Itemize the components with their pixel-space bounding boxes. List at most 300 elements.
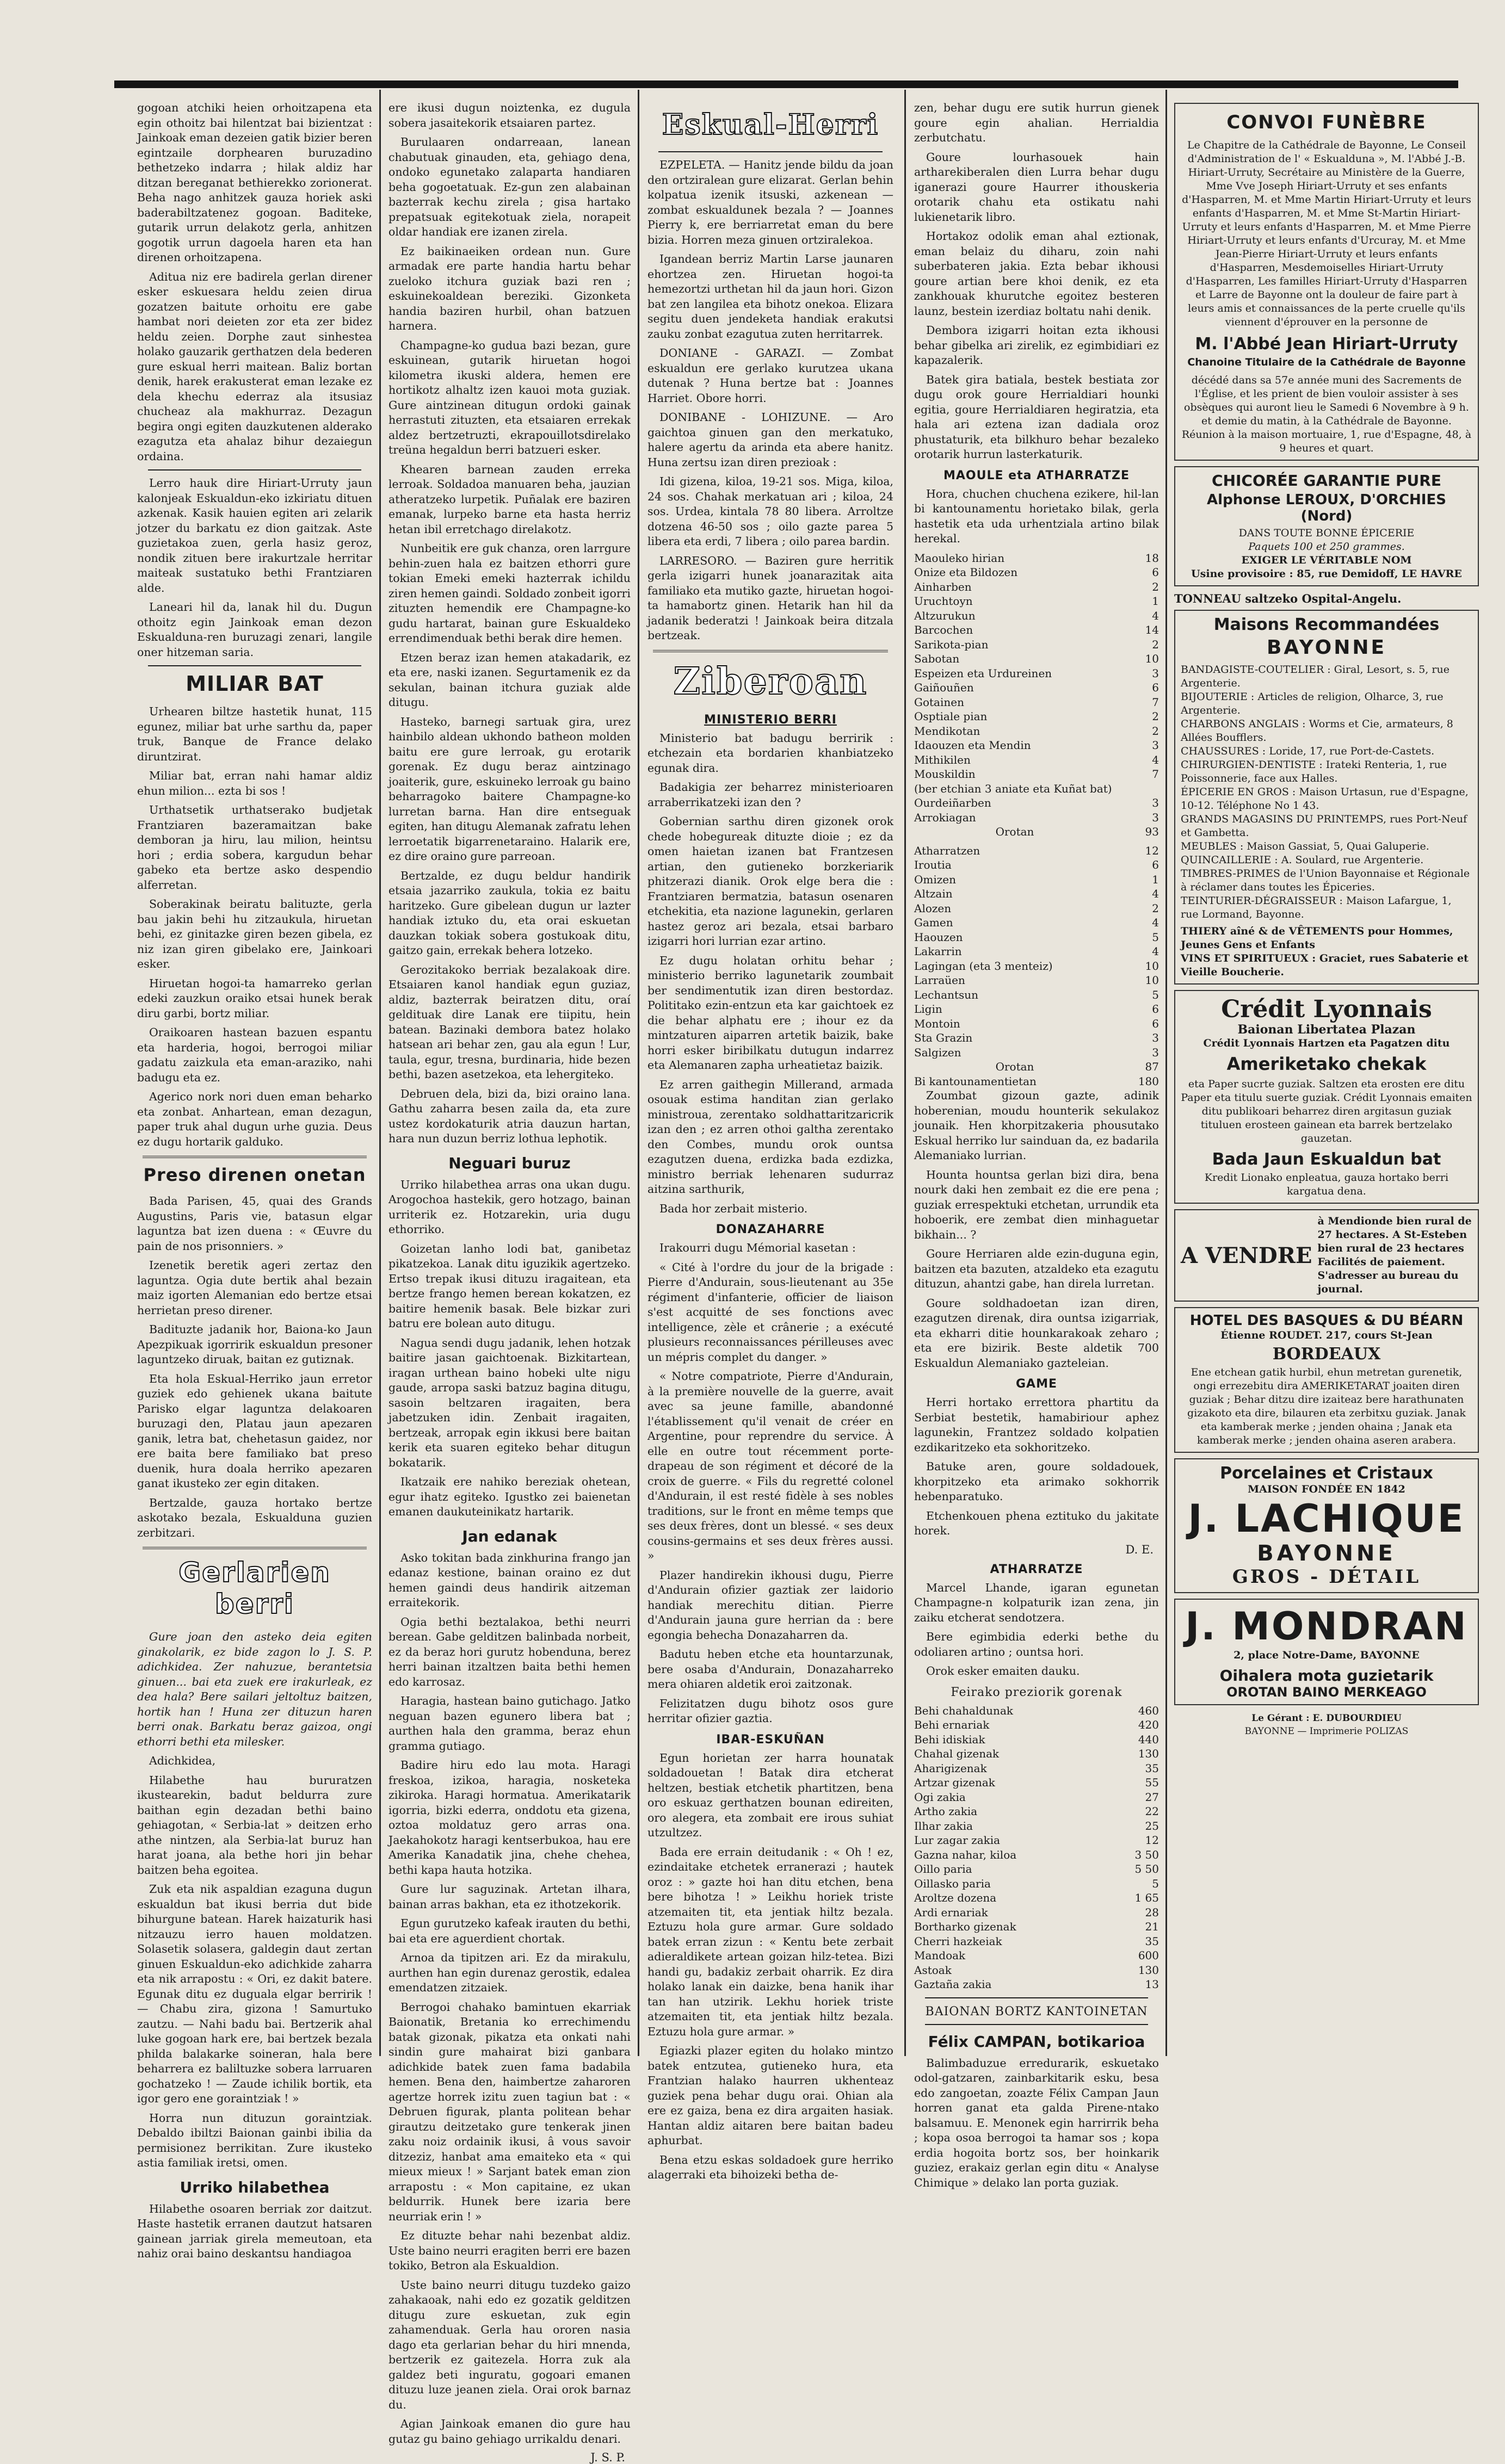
row-value: 3 bbox=[1152, 739, 1159, 752]
article-paragraph: Bere egimbidia ederki bethe du odoliaren artino ; ountsa hori. bbox=[914, 1630, 1159, 1658]
table-row bbox=[914, 753, 1159, 767]
table-row bbox=[914, 1732, 1159, 1747]
table-row bbox=[914, 959, 1159, 974]
row-label: Gaiñouñen bbox=[914, 681, 974, 694]
subhead-ibar-eskunan: IBAR-ESKUÑAN bbox=[716, 1732, 825, 1747]
row-label: Behi ernariak bbox=[914, 1718, 990, 1731]
table-row bbox=[914, 844, 1159, 858]
article-paragraph: Laneari hil da, lanak hil du. Dugun othoitz egin Jainkoak eman dezon Eskualduna-ren buruzagi zenari, langile oner hitzeman saria. bbox=[137, 600, 372, 659]
ad-title: Crédit Lyonnais bbox=[1221, 995, 1432, 1023]
row-label: Arrokiagan bbox=[914, 810, 976, 824]
row-label: Osptiale pian bbox=[914, 710, 988, 723]
table-row bbox=[914, 565, 1159, 580]
article-paragraph: Urthatsetik urthatserako budjetak Frantziaren bazeramaitzan bake demboran ja hiru, lau milion, heintsu hori ; erdia sobera, kargudun behar gabeko eta bertze asko despendio alferretan. bbox=[137, 803, 372, 892]
table-row bbox=[914, 944, 1159, 959]
ad-hotel bbox=[1174, 1307, 1479, 1453]
market-price-table bbox=[914, 1704, 1159, 1992]
top-rule bbox=[114, 81, 1458, 88]
table-row bbox=[914, 767, 1159, 782]
table-row bbox=[914, 1877, 1159, 1891]
article-paragraph: Bertzalde, ez dugu beldur handirik etsaia jazarriko zaukula, tokia ez baitu haritzeko. Gure gibelean dugun ur lazter handiak iztuko du, eta orai eskuetan dauzkan tokiak sobera gostukoak ditu, gaitzo gain, errekak behera lotzeko. bbox=[388, 869, 631, 957]
ad-text: Paquets 100 et 250 grammes. bbox=[1248, 541, 1405, 553]
total-label: Bi kantounamentietan bbox=[914, 1074, 1037, 1088]
row-value: 2 bbox=[1152, 901, 1159, 915]
ad-mondran bbox=[1174, 1599, 1479, 1705]
ad-city: BORDEAUX bbox=[1272, 1345, 1381, 1364]
subhead-game: GAME bbox=[1015, 1377, 1057, 1391]
table-row bbox=[914, 1948, 1159, 1963]
maison-entry: GRANDS MAGASINS DU PRINTEMPS, rues Port-Neuf et Gambetta. bbox=[1181, 813, 1467, 839]
table-row bbox=[914, 973, 1159, 988]
row-label: Cherri hazkeiak bbox=[914, 1934, 1002, 1948]
ad-sub: GROS - DÉTAIL bbox=[1232, 1566, 1421, 1588]
row-value: 10 bbox=[1145, 652, 1159, 665]
article-paragraph: Orok esker emaiten dauku. bbox=[926, 1664, 1080, 1677]
row-label: Sabotan bbox=[914, 652, 960, 665]
maison-entry: ÉPICERIE EN GROS : Maison Urtasun, rue d'Espagne, 10-12. Téléphone No 1 43. bbox=[1181, 786, 1469, 812]
table-row bbox=[914, 652, 1159, 666]
table-row bbox=[914, 930, 1159, 945]
row-value: 2 bbox=[1152, 724, 1159, 738]
article-paragraph: Felizitatzen dugu bihotz osos gure herritar ofizier gaztia. bbox=[647, 1697, 893, 1725]
article-paragraph: Agerico nork nori duen eman beharko eta zonbat. Anhartean, eman dezagun, paper truk ahal dugun urhe guzia. Deus ez dugu hortarik galduko. bbox=[137, 1090, 372, 1148]
article-paragraph: Egun horietan zer harra hounatak soldadouetan ! Batak dira etcherat heltzen, bestiak etchetik phartitzen, bena oro eskuaz gerthatzen bounan edireiten, oro alegera, eta zombait ere irous suhiat utzultzez. bbox=[647, 1751, 893, 1839]
ad-city: BAYONNE bbox=[1257, 1541, 1396, 1566]
casualty-total bbox=[914, 825, 1159, 839]
row-label: Gamen bbox=[914, 916, 953, 929]
row-value: 600 bbox=[1138, 1949, 1159, 1962]
maison-entry: BIJOUTERIE : Articles de religion, Olharce, 3, rue Argenterie. bbox=[1181, 691, 1444, 716]
table-row bbox=[914, 1862, 1159, 1877]
column-divider bbox=[904, 90, 906, 2056]
row-label: Altzurukun bbox=[914, 609, 976, 622]
table-row bbox=[914, 724, 1159, 739]
maisons-list bbox=[1181, 663, 1472, 921]
ad-sub: MAISON FONDÉE EN 1842 bbox=[1248, 1483, 1405, 1495]
separator bbox=[143, 1156, 367, 1158]
ad-a-vendre bbox=[1174, 1209, 1479, 1302]
article-paragraph: Bada Parisen, 45, quai des Grands Augustins, Paris vie, batasun elgar laguntza bat izen duena : « Œuvre du pain de nos prisonniers. » bbox=[137, 1194, 372, 1253]
table-row bbox=[914, 1920, 1159, 1934]
subhead-ministerio: MINISTERIO BERRI bbox=[704, 713, 837, 727]
row-value bbox=[1115, 782, 1159, 796]
row-label: Gaztaña zakia bbox=[914, 1978, 992, 1991]
row-label: Atharratzen bbox=[914, 844, 980, 857]
article-paragraph: ere ikusi dugun noiztenka, ez dugula sobera jasaitekorik etsaiaren partez. bbox=[388, 101, 631, 129]
subhead-baionan: BAIONAN BORTZ KANTOINETAN bbox=[925, 2004, 1148, 2019]
row-value: 10 bbox=[1145, 959, 1159, 973]
row-label: Lechantsun bbox=[914, 988, 979, 1001]
article-paragraph: Badakigia zer beharrez ministerioaren arraberrikatzeki izan den ? bbox=[647, 781, 893, 809]
total-value: 180 bbox=[1138, 1074, 1159, 1088]
article-paragraph: DONIANE - GARAZI. — Zombat eskualdun ere gerlako kurutzea ukana dutenak ? Huna bertze bat : Joannes Harriet. Obore horri. bbox=[647, 346, 893, 405]
table-row bbox=[914, 858, 1159, 872]
separator bbox=[148, 665, 361, 666]
table-row bbox=[914, 695, 1159, 710]
table-row bbox=[914, 1848, 1159, 1862]
row-value: 3 50 bbox=[1134, 1848, 1159, 1861]
total-value: 87 bbox=[1145, 1060, 1159, 1073]
ad-title: Porcelaines et Cristaux bbox=[1220, 1464, 1433, 1483]
article-paragraph: Batuke aren, goure soldadouek, khorpitzeko eta arimako sokhorrik hebenparatuko. bbox=[914, 1460, 1159, 1503]
table-row bbox=[914, 623, 1159, 637]
headline-preso: Preso direnen onetan bbox=[143, 1165, 366, 1185]
table-row bbox=[914, 666, 1159, 681]
ad-lachique bbox=[1174, 1458, 1479, 1593]
casualty-table-maoule bbox=[914, 551, 1159, 825]
row-label: Salgizen bbox=[914, 1045, 961, 1059]
column-5-ads bbox=[1174, 101, 1479, 2051]
row-label: Behi idiskiak bbox=[914, 1732, 985, 1746]
article-paragraph: Asko tokitan bada zinkhurina frango jan edanaz kestione, bainan oraino ez dut hemen gaindi deus handirik aitzeman erraitekorik. bbox=[388, 1551, 631, 1609]
row-label: Espeizen eta Urdureinen bbox=[914, 666, 1052, 680]
row-value: 3 bbox=[1152, 666, 1159, 680]
row-label: Aharigizenak bbox=[914, 1761, 987, 1775]
casualty-total bbox=[914, 1060, 1159, 1088]
article-paragraph: Arnoa da tipitzen ari. Ez da mirakulu, aurthen han egin durenaz gerostik, edalea emendatzen zitzaiek. bbox=[388, 1951, 631, 1994]
row-value: 55 bbox=[1145, 1776, 1159, 1789]
article-paragraph: Marcel Lhande, igaran egunetan Champagne-n kolpaturik izan zena, jin zaiku etcherat sendotzera. bbox=[914, 1581, 1159, 1624]
row-label: Larraüen bbox=[914, 974, 965, 987]
article-paragraph: Haragia, hastean baino gutichago. Jatko neguan bazen egunero libera bat ; aurthen hala den gramma, beraz ehun gramma gutiago. bbox=[388, 1694, 631, 1753]
row-value: 3 bbox=[1152, 810, 1159, 824]
row-label: Artzar gizenak bbox=[914, 1776, 995, 1789]
article-paragraph: Lerro hauk dire Hiriart-Urruty jaun kalonjeak Eskualdun-eko izkiriatu dituen azkenak. Kasik hauien egiten ari zelarik jotzer du barkatu ez dion gaitzak. Aste guzietakoa zuen, gerla hasiz geroz, nondik zituen bere irakurtzale herritar maiteak sustatuko bethi Frantziaren alde. bbox=[137, 476, 372, 595]
separator bbox=[925, 2024, 1148, 2025]
table-row bbox=[914, 988, 1159, 1002]
article-paragraph: Bertzalde, gauza hortako bertze askotako bezala, Eskualduna guzien zerbitzari. bbox=[137, 1496, 372, 1539]
maison-entry: TIMBRES-PRIMES de l'Union Bayonnaise et Régionale à réclamer dans toutes les Épiceries. bbox=[1181, 868, 1470, 893]
row-value: 3 bbox=[1152, 1045, 1159, 1059]
column-divider bbox=[638, 90, 639, 2056]
article-paragraph: Bada ere errain deitudanik : « Oh ! ez, ezindaitake etchetek erranerazi ; hautek oroz : » gazte hoi han ditu etchen, bena bere bihotza ! » Leikhu horiek triste atzemaiten tit, eta jentiak hiltz bezala. Eztuzu hola gure armar. Gure soldado batek erran zizun : « Kentu bete zerbait adieraldikete artean goizan hilz-tetea. Bizi handi gu, badakiz zerbait oharrik. Ez dira holako lanak ein daizke, bena hanik ihar tan han utzirik. Lekhu horiek triste atzemaiten tit, eta jentiak hiltz bezala. Eztuzu hola gure armar. » bbox=[647, 1845, 893, 2038]
casualty-table-atharratze bbox=[914, 844, 1159, 1060]
column-2 bbox=[388, 101, 631, 2464]
article-paragraph: Igandean berriz Martin Larse jaunaren ehortzea zen. Hiruetan hogoi-ta hemezortzi urthetan hil da jaun hori. Gizon bat zen langilea eta bihotz onekoa. Elizara segitu duen jendeketa handiak erakutsi zauku zonbat ezagutua zuten herritarrek. bbox=[647, 252, 893, 340]
table-row bbox=[914, 796, 1159, 810]
article-paragraph: Bena etzu eskas soldadoek gure herriko alagerraki eta bihoizeki betha de- bbox=[647, 2153, 893, 2181]
table-row bbox=[914, 1891, 1159, 1905]
table-row bbox=[914, 1704, 1159, 1718]
row-value: 28 bbox=[1145, 1905, 1159, 1919]
row-value: 6 bbox=[1152, 681, 1159, 694]
table-row bbox=[914, 1833, 1159, 1848]
ad-title: Ameriketako chekak bbox=[1226, 1054, 1427, 1074]
article-paragraph: Miliar bat, erran nahi hamar aldiz ehun milion... ezta bi sos ! bbox=[137, 769, 372, 797]
article-paragraph: Eta hola Eskual-Herriko jaun erretor guziek edo gehienek ukana baitute Parisko elgar laguntza delakoaren buruzagi den, Platau jaun apezaren ganik, letra bat, chehetasun gaidez, nor ere baita bere familiako bat preso duenik, hura doala herriko apezaren ganat ikusteko zer egin ditaken. bbox=[137, 1372, 372, 1490]
article-paragraph: Hounta hountsa gerlan bizi dira, bena nourk daki hen zembait ez die ere pena ; guziak errespektuki etchetan, urrundik eta hoboerik, ere zembat dien minhaguetar bikhain... ? bbox=[914, 1168, 1159, 1241]
ad-line: THIERY aîné & de VÊTEMENTS pour Hommes, Jeunes Gens et Enfants bbox=[1181, 925, 1453, 951]
row-value: 13 bbox=[1145, 1978, 1159, 1991]
row-value: 1 65 bbox=[1134, 1891, 1159, 1904]
row-value: 440 bbox=[1138, 1732, 1159, 1746]
row-label: Omizen bbox=[914, 872, 957, 886]
ad-text: EXIGER LE VÉRITABLE NOM bbox=[1241, 554, 1412, 566]
ad-sub: Baionan Libertatea Plazan bbox=[1237, 1023, 1416, 1037]
table-row bbox=[914, 551, 1159, 566]
row-label: Oillasko paria bbox=[914, 1877, 991, 1890]
row-label: Chahal gizenak bbox=[914, 1747, 1000, 1760]
article-paragraph: Oraikoaren hastean bazuen espantu eta harderia, hogoi, berrogoi miliar gadatu zaizkula eta eman-araziko, nahi badugu eta ez. bbox=[137, 1026, 372, 1084]
article-paragraph: Egiazki plazer egiten du holako mintzo batek entzutea, gutieneko hura, eta Frantzian halako haurren ukhenteaz guziek pena behar dugu orai. Ohian ala ere ez gaiza, bena ez dira argaiten hasiak. Hantan aldiz aitaren bere baitan badeu aphurbat. bbox=[647, 2044, 893, 2147]
maison-entry: MEUBLES : Maison Gassiat, 5, Quai Galuperie. bbox=[1181, 840, 1429, 852]
maison-entry: CHARBONS ANGLAIS : Worms et Cie, armateurs, 8 Allées Boufflers. bbox=[1181, 718, 1453, 744]
ad-maisons bbox=[1174, 610, 1479, 985]
article-paragraph: Bada hor zerbait misterio. bbox=[659, 1202, 808, 1215]
row-value: 2 bbox=[1152, 710, 1159, 723]
article-paragraph: Gobernian sarthu diren gizonek orok chede hobegureak dituzte dioie ; ez da omen haietan izanen bat Frantzesen artian, den gutieneko borzkeriarik phitzerazi dianik. Orok elge bera die : Frantziaren bermatzia, batasun osenaren etchekitia, eta nazione lagunekin, gerlaren hastez geroz ari bezala, etsai barbaro izigarri hori lurrian ezar artino. bbox=[647, 815, 893, 948]
ad-text: Usine provisoire : 85, rue Demidoff, LE HAVRE bbox=[1191, 568, 1462, 580]
row-label: Ardi ernariak bbox=[914, 1905, 988, 1919]
row-value: 2 bbox=[1152, 637, 1159, 651]
maison-entry: CHAUSSURES : Loride, 17, rue Port-de-Castets. bbox=[1181, 745, 1435, 757]
subhead-feirako: Feirako preziorik gorenak bbox=[951, 1685, 1122, 1699]
row-value: 4 bbox=[1152, 916, 1159, 929]
row-value: 35 bbox=[1145, 1761, 1159, 1775]
row-value: 10 bbox=[1145, 974, 1159, 987]
ad-name: M. l'Abbé Jean Hiriart-Urruty bbox=[1195, 335, 1458, 354]
subhead-neguari: Neguari buruz bbox=[448, 1154, 571, 1172]
maison-entry: BANDAGISTE-COUTELIER : Giral, Lesort, s. 5, rue Argenterie. bbox=[1181, 664, 1450, 689]
row-label: Haouzen bbox=[914, 930, 963, 944]
table-row bbox=[914, 1905, 1159, 1920]
article-paragraph: Badituzte jadanik hor, Baiona-ko Jaun Apezpikuak igorririk eskualdun presoner laguntzeko diruak, baitan ez gutiznak. bbox=[137, 1323, 372, 1366]
article-paragraph: « Notre compatriote, Pierre d'Andurain, à la première nouvelle de la guerre, avait avec sa jeune famille, abandonné l'établissement qu'il venait de créer en Argentine, pour reprendre du service. À elle en outre tout récemment porte-drapeau de son régiment et décoré de la croix de guerre. « Fils du regretté colonel d'Andurain, il est resté fidèle à ses nobles traditions, sur le front en même temps que ses deux frères, dont un blessé. « ses deux cousins-germains et ses deux frères aussi. » bbox=[647, 1370, 893, 1562]
article-paragraph: Uste baino neurri ditugu tuzdeko gaizo zahakaoak, nahi edo ez gozatik gelditzen ditugu zure eskuetan, zuk egin zahamenduak. Gerla hau ororen nasia dago eta gerlarian behar du hiri mnenda, bertzerik ez gaitezela. Horra zuk ala galdez beti inguratu, gogoari emanen dituzu luze jeanen ziela. Orai orok barnaz du. bbox=[388, 2278, 631, 2411]
row-value: 4 bbox=[1152, 887, 1159, 900]
row-value: 6 bbox=[1152, 1017, 1159, 1030]
row-label: Lagingan (eta 3 menteiz) bbox=[914, 959, 1053, 973]
signature: D. E. bbox=[1125, 1543, 1154, 1556]
article-paragraph: Goure Herriaren alde ezin-duguna egin, baitzen eta bazuten, atzaldeko eta ezagutu dituzun, ahantzi gabe, han direla lurretan. bbox=[914, 1247, 1159, 1290]
subhead-donazaharre: DONAZAHARRE bbox=[716, 1223, 825, 1236]
separator bbox=[925, 1997, 1148, 1998]
ad-text: décédé dans sa 57e année muni des Sacrements de l'Église, et les prient de bien vouloir assister à ses obsèques qui auront lieu le Samedi 6 Novembre à 9 h. et demie du matin, à la Cathédrale de Bayonne. Réunion à la maison mortuaire, 1, rue d'Espagne, 48, à 9 heures et quart. bbox=[1181, 374, 1472, 454]
row-label: Aroltze dozena bbox=[914, 1891, 997, 1904]
article-paragraph: Egun gurutzeko kafeak irauten du bethi, bai eta ere aguerdient chortak. bbox=[388, 1917, 631, 1945]
ad-title: CHICORÉE GARANTIE PURE bbox=[1212, 472, 1441, 490]
ad-text: Crédit Lyonnais Hartzen eta Pagatzen ditu bbox=[1203, 1037, 1450, 1049]
article-paragraph: « Cité à l'ordre du jour de la brigade : Pierre d'Andurain, sous-lieutenant au 35e régiment d'infanterie, officier de liaison s'est acquitté de ses fonctions avec intelligence, zèle et crânerie ; a exécuté plusieurs reconnaissances périlleuses avec un mépris complet du danger. » bbox=[647, 1260, 893, 1364]
row-value: 3 bbox=[1152, 1031, 1159, 1044]
row-value: 22 bbox=[1145, 1805, 1159, 1818]
article-paragraph: Hasteko, barnegi sartuak gira, urez hainbilo aldean ukhondo batheon molden baitu ere gure lerroak, gu erotarik gorenak. Ez dugu beraz aintzinago joaiterik, gure, eskuineko lerroak gu baino beharragoko baitere Champagne-ko lurretan barna. Han dire entseguak egiten, han ditugu Alemanak zafratu lehen lerroetatik bigarrenetaraino. Halarik ere, ez dire oraino gure parreoan. bbox=[388, 715, 631, 863]
article-paragraph: Gerozitakoko berriak bezalakoak dire. Etsaiaren kanol handiak egun guziaz, aldiz, bazterrak beiratzen ditu, oraí geldituak dire Lanak ere tiipitu, hein batean. Bazinaki dembora batez holako hatsean ari behar zen, gau ala egun ! Lur, taula, egur, tresna, burdinaria, hide bezen bethi, bazen asetzekoa, eta lehergiteko. bbox=[388, 963, 631, 1081]
column-1 bbox=[137, 101, 372, 2260]
article-paragraph: Agian Jainkoak emanen dio gure hau gutaz gu baino gehiago urrikaldu denari. bbox=[388, 2417, 631, 2446]
row-label: Alozen bbox=[914, 901, 952, 915]
article-paragraph: Ogia bethi beztalakoa, bethi neurri berean. Gabe gelditzen balinbada norbeit, ez da beraz hori gurutz hobenduna, berez herri bainan itzaltzen baita bethi hemen edo karrosaz. bbox=[388, 1615, 631, 1688]
article-paragraph: Adichkidea, bbox=[149, 1754, 216, 1767]
subhead-urriko: Urriko hilabethea bbox=[180, 2178, 330, 2196]
row-value: 5 bbox=[1152, 1877, 1159, 1890]
ad-text: Oihalera mota guzietarik bbox=[1219, 1667, 1434, 1685]
article-paragraph: Urhearen biltze hastetik hunat, 115 egunez, miliar bat urhe sarthu da, paper truk, Banque de France delako diruntzirat. bbox=[137, 705, 372, 763]
table-row bbox=[914, 680, 1159, 695]
total-label: Orotan bbox=[995, 825, 1034, 838]
article-paragraph: Hilabethe hau bururatzen ikustearekin, badut beldurra zure baithan egin dezadan bethi baino gehiagotan, « Serbia-lat » deitzen erho athe nintzen, ala Serbia-lat buruz han harat joana, ala bethe hori jin behar baitzen beha egoitea. bbox=[137, 1773, 372, 1877]
ad-felix-campan: Félix CAMPAN, botikarioa bbox=[928, 2032, 1145, 2051]
ad-tonneau: TONNEAU saltzeko Ospital-Angelu. bbox=[1174, 592, 1402, 605]
article-paragraph: Zuk eta nik aspaldian ezaguna dugun eskualdun bat ikusi berria dut bide bihurgune batean. Harek haizaturik hasi nitzauzu ierro hauen moldatzen. Solasetik solasera, galdegin daut zertan ginuen Eskualdun-eko adichkide zaharra eta nik arrapostu : « Ori, ez dakit batere. Egunak ditu ez duguala elgar berririk ! — Chabu zira, gizona ! Samurtuko zautzu. — Nahi badu bai. Bertzerik ahal luke gogoan hark ere, bai bertzek bezala philda balakarke soineran, hala bere beharrera ez baliltuzke sobera larruaren gochatzeko ! — Zaude ichilik bortik, eta igor gero ene goraintziak ! » bbox=[137, 1883, 372, 2105]
table-row bbox=[914, 1963, 1159, 1978]
table-row bbox=[914, 1819, 1159, 1834]
article-paragraph: Burulaaren ondarreaan, lanean chabutuak ginauden, eta, gehiago dena, ondoko egunetako zalaparta handiaren beha gogoetatuak. Ez-gun zen alabainan bazterrak kechu zirela ; gisa hartako prepatsuak egitekotuak ziela, norapeit oldar handiak ere izanen zirela. bbox=[388, 135, 631, 238]
ad-text: eta Paper sucrte guziak. Saltzen eta erosten ere ditu Paper eta titulu suerte guziak. Crédit Lyonnais emaiten ditu publikoari beharrez diren argitasun guziak tituluen erosteen gainean eta barrek bertzelako gauzetan. bbox=[1181, 1078, 1472, 1144]
table-row bbox=[914, 915, 1159, 930]
row-label: Mithikilen bbox=[914, 753, 971, 766]
article-paragraph: Hiruetan hogoi-ta hamarreko gerlan edeki zauzkun oraiko etsai hunek berak diru garbi, bortz miliar. bbox=[137, 976, 372, 1020]
article-paragraph: Ez dugu holatan orhitu behar ; ministerio berriko lagunetarik zoumbait ber sendimentutik izan diren bestordaz. Polititako ezin-entzun eta kar gaichtoek ez die behar alphatu ere ; ihour ez da mintzaturen aiparren artetik baizik, bake horri esker biribilkatu dutugun indarrez eta Alemanaren zapha urheatietaz baizik. bbox=[647, 954, 893, 1072]
signature: J. S. P. bbox=[590, 2451, 625, 2464]
ad-sub: Étienne ROUDET. 217, cours St-Jean bbox=[1220, 1329, 1433, 1341]
article-paragraph: Hora, chuchen chuchena ezikere, hil-lan bi kantounamentu horietako bilak, gerla hastetik eta uda urhentziala artino bilak herekal. bbox=[914, 487, 1159, 545]
table-row bbox=[914, 1804, 1159, 1819]
article-paragraph: Ez arren gaithegin Millerand, armada osouak estima handitan zian gerlako ministroua, zerentako soldhattaritzaricrik izan den ; ez arren othoi galtha zerentako den Combes, mundu orok ountsa ezagutzen duena, erdizka bada ezdizka, ministro berriak lehenaren sudurraz aitzina sarthurik, bbox=[647, 1078, 893, 1196]
article-paragraph: Irakourri dugu Mémorial kasetan : bbox=[659, 1241, 856, 1254]
separator bbox=[148, 469, 361, 470]
article-paragraph: Aditua niz ere badirela gerlan direner esker eskuesara heldu zeien dirua gozatzen baitute orhoitu ere gabe hambat nori deieten zor eta zer bidez heldu zeien. Dorphe zaut sinhestea holako gauzarik gerthatzen dela bederen gure eskual herri maitean. Baliz bortan denik, harek erakusterat eman lezake ez dela khechu ederraz ala itsusiaz chucheaz ala makhurraz. Dezagun begira ongi egiten dauzkutenen alderako ezagutza eta ahalaz bihur dezaiegun ordaina. bbox=[137, 270, 372, 463]
table-row bbox=[914, 1775, 1159, 1790]
headline-gerlarien: Gerlarien berri bbox=[178, 1557, 331, 1620]
row-value: 12 bbox=[1145, 844, 1159, 857]
article-paragraph: EZPELETA. — Hanitz jende bildu da joan den ortziralean gure elizarat. Gerlan behin kolpatua izenik itsuski, azkenean — zombat eskualdunek bezala ? — Joannes Pierry k, ere berriarretat eman du bere bizia. Horren meza ginuen ortziralekoa. bbox=[647, 158, 893, 246]
article-paragraph: Horra nun dituzun goraintziak. Debaldo ibiltzi Baionan gainbi ibilia da permisionez berrikitan. Zure ikusteko astia familiak iretsi, omen. bbox=[137, 2111, 372, 2169]
masthead-ziberoan: Ziberoan bbox=[673, 659, 868, 703]
table-row bbox=[914, 1002, 1159, 1017]
article-paragraph: Hortakoz odolik eman ahal eztionak, eman belaiz du diharu, zoin nahi suberbateren jakia. Ezta bebar ikhousi goure artian bere khoi denik, ez eta zankhouak khurutche egoitez besteren launz, bestein izerdiaz boltatu nahi denik. bbox=[914, 230, 1159, 318]
separator bbox=[658, 151, 883, 152]
subhead-atharratze: ATHARRATZE bbox=[990, 1562, 1083, 1576]
row-label: Idaouzen eta Mendin bbox=[914, 739, 1031, 752]
row-label: Sarikota-pian bbox=[914, 637, 989, 651]
imprimerie-line: BAYONNE — Imprimerie POLIZAS bbox=[1244, 1726, 1409, 1737]
column-3 bbox=[647, 101, 893, 2181]
article-paragraph: Goure soldhadoetan izan diren, ezagutzen direnak, dira ountsa izigarriak, eta ekharri ditie hounkarakoak zeharo ; eta ere bizirik. Beste aldetik 700 Eskualdun Alemaniako gazteleian. bbox=[914, 1296, 1159, 1370]
row-value: 6 bbox=[1152, 1002, 1159, 1016]
table-row bbox=[914, 1790, 1159, 1805]
article-paragraph: Izenetik beretik ageri zertaz den laguntza. Ogia dute bertik ahal bezain maiz igorten Alemanian edo bertze etsai herrietan preso direner. bbox=[137, 1259, 372, 1317]
article-paragraph: Goure lourhasouek hain artharekiberalen dien Lurra behar dugu iganerazi goure Haurrer ithouskeria orotarik chahu eta ostikatu nahi lukienetarik libro. bbox=[914, 150, 1159, 224]
maison-entry: QUINCAILLERIE : A. Soulard, rue Argenterie. bbox=[1181, 854, 1424, 866]
masthead-eskual-herri: Eskual-Herri bbox=[662, 108, 879, 141]
article-paragraph: Nunbeitik ere guk chanza, oren larrgure behin-zuen hala ez baitzen ethorri gure tokian Emeki emeki hazterrak ichildu ziren hemen gaindi. Soldado zonbeit igorri zituzten hemendik ere Champagne-ko gudu hartarat, bainan gure Eskualdeko errendimenduak bethi berak dire hemen. bbox=[388, 542, 631, 645]
ad-title: A VENDRE bbox=[1181, 1242, 1312, 1268]
ad-line: VINS ET SPIRITUEUX : Graciet, rues Sabaterie et Vieille Boucherie. bbox=[1181, 952, 1469, 978]
row-value: 3 bbox=[1152, 796, 1159, 809]
article-paragraph: DONIBANE - LOHIZUNE. — Aro gaichtoa ginuen gan den merkatuko, halere agertu da arinda eta abere hanitz. Huna zertsu izan diren prezioak : bbox=[647, 411, 893, 469]
ad-text: Le Chapitre de la Cathédrale de Bayonne, Le Conseil d'Administration de l' « Eskualduna », M. l'Abbé J.-B. Hiriart-Urruty, Secrétaire au Ministère de la Guerre, Mme Vve Joseph Hiriart-Urruty et ses enfants d'Hasparren, M. et Mme Martin Hiriart-Urruty et leurs enfants d'Hasparren, M. et Mme St-Martin Hiriart-Urruty et leurs enfants d'Hasparren, M. et Mme Pierre Hiriart-Urruty et leurs enfants d'Urcuray, M. et Mme Jean-Pierre Hiriart-Urruty et leurs enfants d'Hasparren, Mesdemoiselles Hiriart-Urruty d'Hasparren, Les familles Hiriart-Urruty d'Hasparren et Larre de Bayonne ont la douleur de faire part à leurs amis et connaissances de la perte cruelle qu'ils viennent d'éprouver en la personne de bbox=[1182, 139, 1471, 328]
article-paragraph: Herri hortako errettora phartitu da Serbiat bestetik, hamabiriour aphez lagunekin, Frantzez soldado kolpatien ezdikaritzeko eta sokhoritzeko. bbox=[914, 1396, 1159, 1454]
table-row bbox=[914, 1031, 1159, 1045]
headline-miliar-bat: MILIAR BAT bbox=[186, 672, 324, 696]
table-row bbox=[914, 709, 1159, 724]
table-row bbox=[914, 1761, 1159, 1776]
row-label: Oillo paria bbox=[914, 1862, 972, 1875]
ad-text: Ene etchean gatik hurbil, ehun metretan gurenetik, ongi errezebitu dira AMERIKETARAT joaiten diren guziak ; Behar ditzu dire izaiteaz bere harathunaten gizakoto eta dire, bilauren eta zerbitxu guziak. Janak eta kamberak merke ; jenden ohaina ; Janak eta kamberak merke ; jenden ohaina aseren arabera. bbox=[1187, 1366, 1466, 1446]
table-row bbox=[914, 901, 1159, 916]
article-paragraph: Debruen dela, bizi da, bizi oraino lana. Gathu zaharra besen zaila da, eta zure ustez kordokaturik atria dauzun hartan, hara nun duzun berriz lothua lephotik. bbox=[388, 1087, 631, 1145]
article-paragraph: Ez baikinaeiken ordean nun. Gure armadak ere parte handia hartu behar zueloko itchura guziak bazi ren ; eskuinekoaldean bereziki. Gizonketa handia baziren hurbil, ohan batzuen harnera. bbox=[388, 244, 631, 332]
ad-sub: Chanoine Titulaire de la Cathédrale de Bayonne bbox=[1187, 356, 1466, 368]
article-paragraph: LARRESORO. — Baziren gure herritik gerla izigarri hunek joanarazitak aita familiako eta mutiko gazte, hiruetan hogoi-ta hamabortz ginen. Hetarik han hil da jadanik bederatzi ! Jainkoak beira ditzala bertzeak. bbox=[647, 554, 893, 642]
row-value: 6 bbox=[1152, 566, 1159, 579]
ad-sub: 2, place Notre-Dame, BAYONNE bbox=[1233, 1649, 1420, 1661]
total-label: Orotan bbox=[995, 1060, 1034, 1073]
ad-title: HOTEL DES BASQUES & DU BÉARN bbox=[1189, 1313, 1464, 1329]
maison-entry: CHIRURGIEN-DENTISTE : Irateki Renteria, 1, rue Poissonnerie, face aux Halles. bbox=[1181, 759, 1447, 784]
article-paragraph: Goizetan lanho lodi bat, ganibetaz pikatzekoa. Lanak ditu iguzikik agertzeko. Ertso trepak ikusi dituzu iragaitean, eta bertze frango hemen berean kokatzen, ez baitire hemenik basak. Bele bizkar zuri batru ere bolean auto ditugu. bbox=[388, 1242, 631, 1330]
row-value: 130 bbox=[1138, 1747, 1159, 1760]
separator bbox=[143, 1547, 367, 1549]
row-value: 27 bbox=[1145, 1790, 1159, 1804]
ad-text: OROTAN BAINO MERKEAGO bbox=[1226, 1685, 1427, 1700]
article-paragraph: Dembora izigarri hoitan ezta ikhousi behar gibelka ari zirelik, ez egimbidiari ez kapazalerik. bbox=[914, 324, 1159, 367]
ad-brand: J. MONDRAN bbox=[1185, 1604, 1468, 1649]
maison-entry: TEINTURIER-DÉGRAISSEUR : Maison Lafargue, 1, rue Lormand, Bayonne. bbox=[1181, 895, 1452, 920]
row-label: Gazna nahar, kiloa bbox=[914, 1848, 1017, 1861]
article-paragraph: Gure lur saguzinak. Artetan ilhara, bainan arras bakhan, eta ez ithotzekorik. bbox=[388, 1883, 631, 1911]
row-label: Bortharko gizenak bbox=[914, 1920, 1016, 1933]
row-label: Altzain bbox=[914, 887, 953, 900]
row-value: 18 bbox=[1145, 551, 1159, 565]
article-paragraph: Balimbaduzue erredurarik, eskuetako odol-gatzaren, zainbarkitarik esku, besa edo zangoetan, zoazte Félix Campan Jaun horren ganat eta galda Pirene-ntako balsamuu. E. Menonek egin harrirrik beha ; kopa osoa berrogoi ta hamar sos ; kopa erdia hogoita bortz sos, ber hoinkarik guziez, erakaiz gerlan egin ditu « Analyse Chimique » delako lan porta guziak. bbox=[914, 2056, 1159, 2189]
row-value: 7 bbox=[1152, 767, 1159, 781]
ad-credit-lyonnais bbox=[1174, 990, 1479, 1204]
table-row bbox=[914, 782, 1159, 796]
total-value: 93 bbox=[1145, 825, 1159, 838]
row-value: 1 bbox=[1152, 872, 1159, 886]
table-row bbox=[914, 872, 1159, 887]
article-paragraph: Etzen beraz izan hemen atakadarik, ez eta ere, naski izanen. Segurtamenik ez da sekulan, bainan itchura guziak alde ditugu. bbox=[388, 651, 631, 709]
gerant-line: Le Gérant : E. DUBOURDIEU bbox=[1251, 1713, 1402, 1724]
row-value: 7 bbox=[1152, 695, 1159, 709]
ad-city: BAYONNE bbox=[1266, 636, 1387, 659]
row-value: 420 bbox=[1138, 1718, 1159, 1731]
ad-title: Maisons Recommandées bbox=[1213, 615, 1440, 634]
table-row bbox=[914, 810, 1159, 825]
row-value: 4 bbox=[1152, 753, 1159, 766]
article-paragraph: Batek gira batiala, bestek bestiata zor dugu orok goure Herrialdiari hounki egitia, goure Herrialdiaren hegiratzia, eta hala ari eztena izan dadiala oroz phustaturik, eta bilkhuro behar bezaleko orotarik hurrun lasterkaturik. bbox=[914, 373, 1159, 461]
article-paragraph: Badire hiru edo lau mota. Haragi freskoa, izikoa, haragia, nosketeka zikiroka. Haragi hormatua. Amerikatarik igorria, bizki ederra, onddotu eta gizena, oztoa moldatuz gero arras ona. Jaekahokotz haragi kentserbukoa, hau ere Amerika Kanadatik jina, chehe chehea, bethi kapa hauta hotzika. bbox=[388, 1759, 631, 1877]
table-row bbox=[914, 1017, 1159, 1031]
table-row bbox=[914, 1045, 1159, 1060]
row-value: 130 bbox=[1138, 1963, 1159, 1977]
row-value: 14 bbox=[1145, 623, 1159, 636]
row-label: Artho zakia bbox=[914, 1805, 978, 1818]
row-value: 4 bbox=[1152, 945, 1159, 958]
row-label: (ber etchian 3 aniate eta Kuñat bat) bbox=[914, 782, 1112, 795]
table-row bbox=[914, 594, 1159, 609]
ad-convoi-funebre bbox=[1174, 103, 1479, 461]
row-label: Maouleko hirian bbox=[914, 551, 1005, 565]
row-label: Ligin bbox=[914, 1002, 942, 1016]
article-paragraph: gogoan atchiki heien orhoitzapena eta egin othoitz bai hilentzat bai bizientzat : Jainkoak eman dezeien gatik bizier beren egintzaile dorphearen buruzadino bethetzeko indarra ; hilak aldiz har ditzan bereganat bethierekko zorionerat. Beha nago anhitzek gauza horiek aski baderabiltzatenez gogoan. Baditeke, gutarik urrun delakotz gerla, anhitzen gogotik urrun dagoela haren eta han direnen orhoitzapena. bbox=[137, 101, 372, 264]
table-row bbox=[914, 1977, 1159, 1992]
row-label: Ogi zakia bbox=[914, 1790, 966, 1804]
row-value: 35 bbox=[1145, 1934, 1159, 1948]
row-label: Lakarrin bbox=[914, 945, 962, 958]
ad-text: à Mendionde bien rural de 27 hectares. A St-Esteben bien rural de 23 hectares Facilités de paiement. S'adresser au bureau du journal. bbox=[1317, 1215, 1472, 1295]
article-paragraph: Idi gizena, kiloa, 19-21 sos. Miga, kiloa, 24 sos. Chahak merkatuan ari ; kiloa, 24 sos. Urdea, kintala 78 80 libera. Arroltze dotzena 46-50 sos ; oilo gazte parea 5 libera eta erdi, 7 libera ; oilo parea bardin. bbox=[647, 475, 893, 548]
row-label: Gotainen bbox=[914, 695, 964, 709]
table-row bbox=[914, 1747, 1159, 1761]
article-paragraph: Etchenkouen phena eztituko du jakitate horek. bbox=[914, 1509, 1159, 1537]
article-paragraph: Khearen barnean zauden erreka lerroak. Soldadoa manuaren beha, jauzian atheratzeko lurpetik. Puñalak ere baziren emanak, lurpeko barne eta hasta herriz hetan ibil erretchago direlakotz. bbox=[388, 462, 631, 536]
ad-brand: J. LACHIQUE bbox=[1188, 1496, 1465, 1541]
article-paragraph: Champagne-ko gudua bazi bezan, gure eskuinean, gutarik hiruetan hogoi kilometra ikuski aldera, hemen ere hortikotz alhaltz izen kauoi mota guziak. Gure aintzinean ditugun ordoki gainak herrastuti zituzten, eta etsaiaren errekak aldez bertzetruzti, ekrapouillotsdirelako treüna hegaldun berri batzueri esker. bbox=[388, 338, 631, 456]
row-label: Ainharben bbox=[914, 580, 972, 593]
